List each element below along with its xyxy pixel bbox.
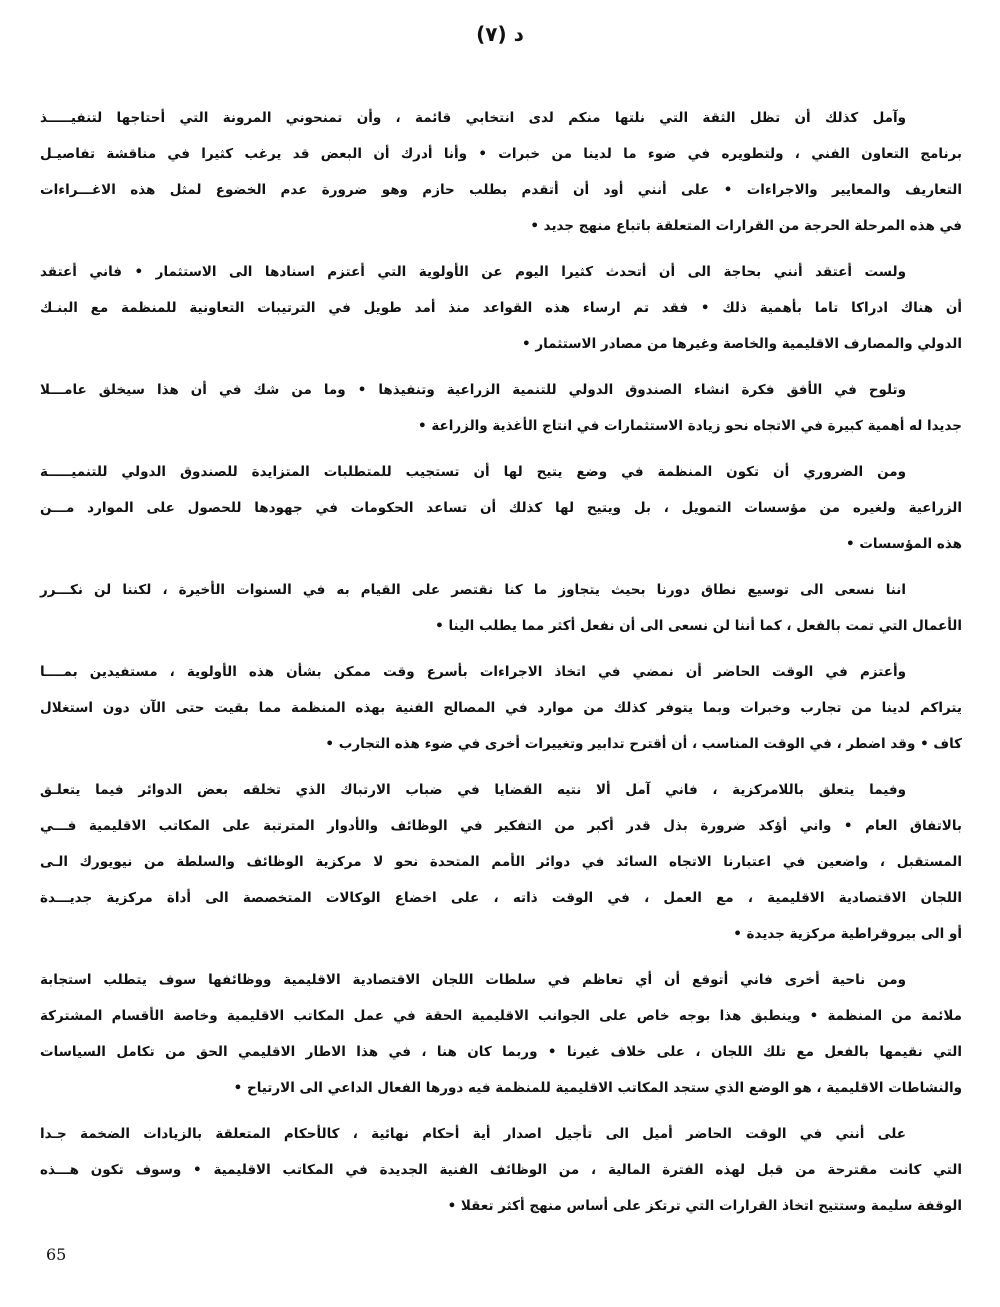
- text-line: ومن ناحية أخرى فاني أتوقع أن أي تعاظم في سلطات اللجان الاقتصادية الاقليمية ووظائفها سوف يتطلب استجابة: [40, 972, 906, 988]
- document-body: [40, 100, 962, 1234]
- paragraph: [40, 654, 962, 762]
- text-line: التي نقيمها بالفعل مع تلك اللجان ، على خلاف غيرنا • وربما كان هنا ، في هذا الاطار الاقليمي الحق من تكامل السياسات: [40, 1044, 962, 1060]
- text-line: اللجان الاقتصادية الاقليمية ، مع العمل ، في الوقت ذاته ، على اخضاع الوكالات المتخصصة الى أداة مركزية جديـــدة: [40, 890, 962, 906]
- text-line: ملائمة من المنظمة • وينطبق هذا بوجه خاص على الجوانب الاقليمية الحقة في عمل المكاتب الاقليمية وخاصة الأقسام المشتركة: [40, 1008, 962, 1024]
- text-line: بالاتفاق العام • واني أؤكد ضرورة بذل قدر أكبر من التفكير في الوظائف والأدوار المترتبة على المكاتب الاقليمية فـــي: [40, 818, 962, 834]
- paragraph: [40, 772, 962, 952]
- paragraph: [40, 1116, 962, 1224]
- text-line: التي كانت مقترحة من قبل لهذه الفترة المالية ، من الوظائف الفنية الجديدة في المكاتب الاقليمية • وسوف تكون هـــذه: [40, 1162, 962, 1178]
- text-line: المستقبل ، واضعين في اعتبارنا الاتجاه السائد في دوائر الأمم المتحدة نحو لا مركزية الوظائف والسلطة من نيويورك الـى: [40, 854, 962, 870]
- text-line: في هذه المرحلة الحرجة من القرارات المتعلقة باتباع منهج جديد •: [530, 218, 962, 234]
- text-line: أو الى بيروقراطية مركزية جديدة •: [733, 926, 962, 942]
- paragraph: [40, 454, 962, 562]
- text-line: والنشاطات الاقليمية ، هو الوضع الذي ستجد المكاتب الاقليمية للمنظمة فيه دورها الفعال الداعي الى الارتياح •: [233, 1080, 962, 1096]
- text-line: وفيما يتعلق باللامركزية ، فاني آمل ألا نتيه القضايا في ضباب الارتباك الذي تخلقه بعض الدوائر فيما يتعلـق: [40, 782, 906, 798]
- text-line: هذه المؤسسات •: [845, 536, 962, 552]
- text-line: جديدا له أهمية كبيرة في الاتجاه نحو زيادة الاستثمارات في انتاج الأغذية والزراعة •: [418, 418, 962, 434]
- text-line: وآمل كذلك أن تظل الثقة التي نلتها منكم لدى انتخابي قائمة ، وأن تمنحوني المرونة التي أحتاجها لتنفيـــــذ: [40, 110, 906, 126]
- paragraph: [40, 100, 962, 244]
- page-number: 65: [46, 1245, 67, 1264]
- text-line: وتلوح في الأفق فكرة انشاء الصندوق الدولي للتنمية الزراعية وتنفيذها • وما من شك في أن هذا سيخلق عامـــلا: [40, 382, 906, 398]
- text-line: التعاريف والمعايير والاجراءات • على أنني أود أن أتقدم بطلب حازم وهو ضرورة عدم الخضوع لمثل هذه الاغـــراءات: [40, 182, 962, 198]
- paragraph: [40, 962, 962, 1106]
- text-line: وأعتزم في الوقت الحاضر أن نمضي في اتخاذ الاجراءات بأسرع وقت ممكن بشأن هذه الأولوية ، مستفيدين بمــــا: [40, 664, 906, 680]
- text-line: برنامج التعاون الفني ، ولتطويره في ضوء ما لدينا من خبرات • وأنا أدرك أن البعض قد يرغب كثيرا في مناقشة تفاصيـل: [40, 146, 962, 162]
- paragraph: [40, 372, 962, 444]
- page-section-marker: د (٧): [476, 22, 524, 46]
- text-line: الزراعية ولغيره من مؤسسات التمويل ، بل ويتيح لها كذلك أن تساعد الحكومات في جهودها للحصول على الموارد مـــن: [40, 500, 962, 516]
- text-line: الدولي والمصارف الاقليمية والخاصة وغيرها من مصادر الاستثمار •: [522, 336, 962, 352]
- text-line: ولست أعتقد أنني بحاجة الى أن أتحدث كثيرا اليوم عن الأولوية التي أعتزم اسنادها الى الاستثمار • فاني أعتقد: [40, 264, 906, 280]
- paragraph: [40, 572, 962, 644]
- text-line: الوقفة سليمة وستتيح اتخاذ القرارات التي ترتكز على أساس منهج أكثر تعقلا •: [447, 1198, 962, 1214]
- text-line: أن هناك ادراكا تاما بأهمية ذلك • فقد تم ارساء هذه القواعد منذ أمد طويل في الترتيبات التعاونية للمنظمة مع البنـك: [40, 300, 962, 316]
- paragraph: [40, 254, 962, 362]
- text-line: الأعمال التي تمت بالفعل ، كما أننا لن نسعى الى أن نفعل أكثر مما يطلب الينا •: [435, 618, 962, 634]
- text-line: كاف • وقد اضطر ، في الوقت المناسب ، أن أقترح تدابير وتغييرات أخرى في ضوء هذه التجارب •: [325, 736, 962, 752]
- text-line: ومن الضروري أن تكون المنظمة في وضع يتيح لها أن تستجيب للمتطلبات المتزايدة للصندوق الدولي للتنميـــــة: [40, 464, 906, 480]
- text-line: اننا نسعى الى توسيع نطاق دورنا بحيث يتجاوز ما كنا نقتصر على القيام به في السنوات الأخيرة ، لكننا لن نكـــرر: [40, 582, 906, 598]
- text-line: على أنني في الوقت الحاضر أميل الى تأجيل اصدار أية أحكام نهائية ، كالأحكام المتعلقة بالزيادات الضخمة جـدا: [40, 1126, 906, 1142]
- text-line: يتراكم لدينا من تجارب وخبرات وبما يتوفر كذلك من موارد في المصالح الفنية بهذه المنظمة مما بقيت حتى الآن دون استغلال: [40, 700, 962, 716]
